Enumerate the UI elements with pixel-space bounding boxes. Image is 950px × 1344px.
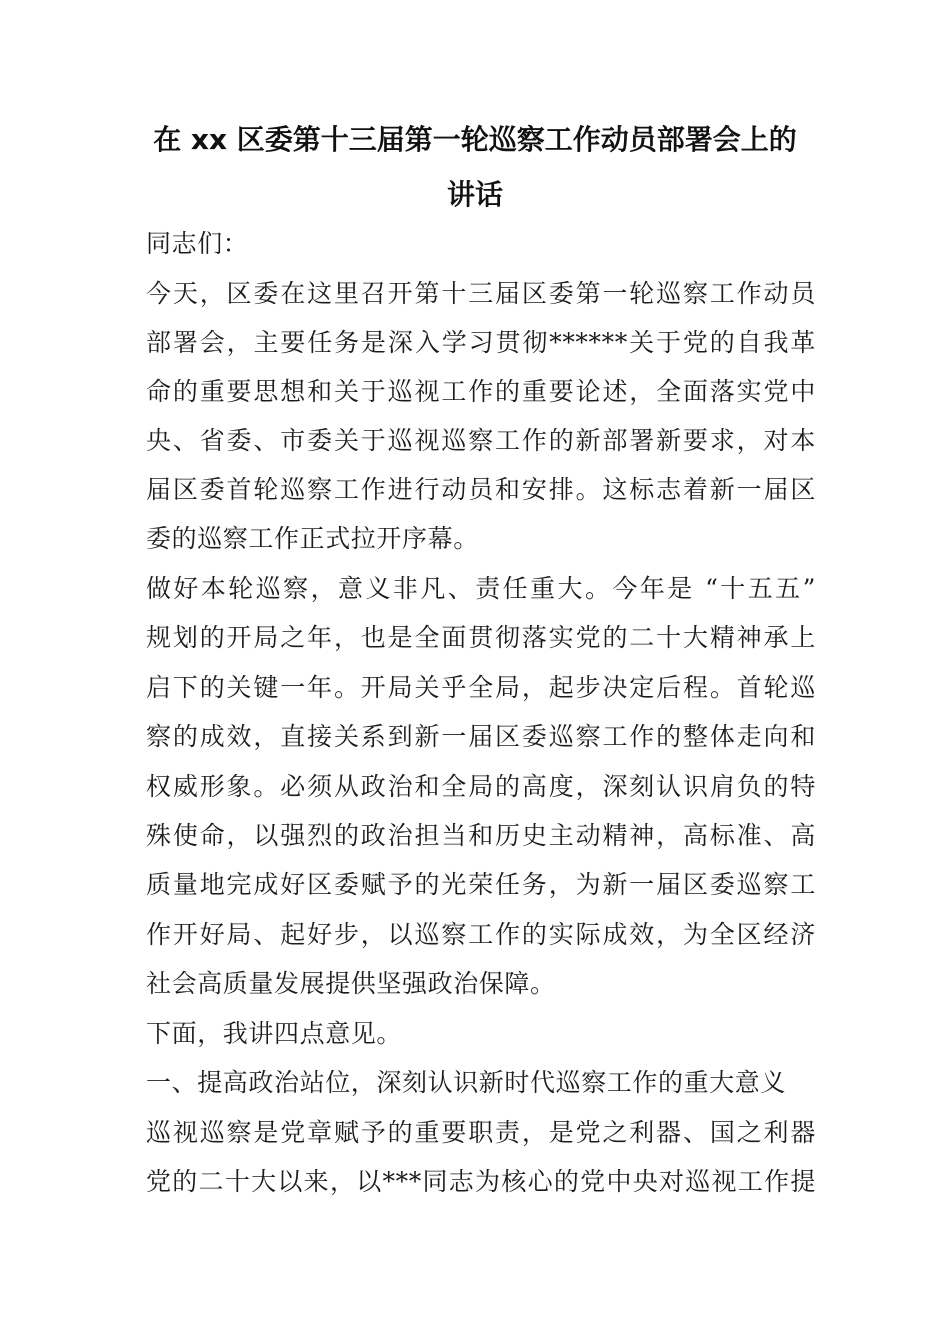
body-line: 作开好局、起好步，以巡察工作的实际成效，为全区经济 xyxy=(146,920,816,949)
body-line: 央、省委、市委关于巡视巡察工作的新部署新要求，对本 xyxy=(146,426,816,455)
body-line: 做好本轮巡察，意义非凡、责任重大。今年是 “十五五” xyxy=(146,574,816,603)
body-line: 届区委首轮巡察工作进行动员和安排。这标志着新一届区 xyxy=(146,475,816,504)
section-heading: 一、提高政治站位，深刻认识新时代巡察工作的重大意义 xyxy=(146,1068,787,1097)
body-line: 社会高质量发展提供坚强政治保障。 xyxy=(146,969,556,998)
document-title xyxy=(120,112,830,222)
body-line: 命的重要思想和关于巡视工作的重要论述，全面落实党中 xyxy=(146,377,816,406)
body-line: 今天，区委在这里召开第十三届区委第一轮巡察工作动员 xyxy=(146,279,816,308)
body-line: 党的二十大以来，以***同志为核心的党中央对巡视工作提 xyxy=(146,1167,816,1196)
body-line: 委的巡察工作正式拉开序幕。 xyxy=(146,524,479,553)
body-line: 部署会，主要任务是深入学习贯彻******关于党的自我革 xyxy=(146,328,816,357)
title-line-2: 讲话 xyxy=(446,178,503,211)
salutation: 同志们： xyxy=(146,229,249,258)
body-line: 规划的开局之年，也是全面贯彻落实党的二十大精神承上 xyxy=(146,623,816,652)
body-line: 启下的关键一年。开局关乎全局，起步决定后程。首轮巡 xyxy=(146,673,816,702)
body-line: 察的成效，直接关系到新一届区委巡察工作的整体走向和 xyxy=(146,722,816,751)
body-line: 巡视巡察是党章赋予的重要职责，是党之利器、国之利器 xyxy=(146,1118,816,1147)
title-line-1: 在 xx 区委第十三届第一轮巡察工作动员部署会上的 xyxy=(153,123,797,156)
body-line: 殊使命，以强烈的政治担当和历史主动精神，高标准、高 xyxy=(146,821,816,850)
body-line: 下面，我讲四点意见。 xyxy=(146,1019,403,1048)
body-line: 质量地完成好区委赋予的光荣任务，为新一届区委巡察工 xyxy=(146,870,816,899)
body-line: 权威形象。必须从政治和全局的高度，深刻认识肩负的特 xyxy=(146,772,816,801)
